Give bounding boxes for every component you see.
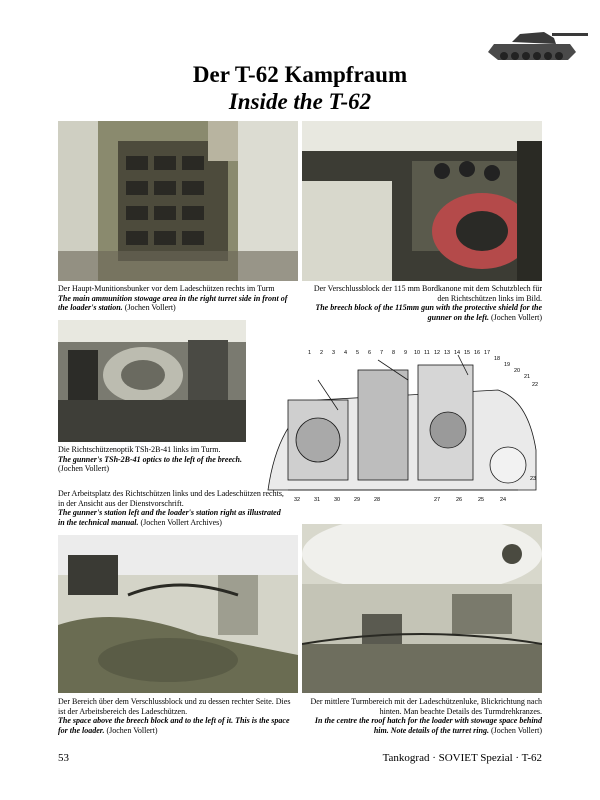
callout-label: 14 bbox=[454, 350, 461, 356]
callout-label: 22 bbox=[532, 382, 539, 388]
callout-label: 19 bbox=[504, 362, 511, 368]
caption-turret-centre bbox=[302, 697, 542, 735]
photo-credit: (Jochen Vollert) bbox=[106, 725, 158, 735]
callout-label: 27 bbox=[434, 497, 441, 503]
caption-text-german: Der Verschlussblock der 115 mm Bordkanone mit dem Schutzblech für den Richtschützen links im Bild. bbox=[313, 284, 542, 303]
caption-text-english: The gunner's station left and the loader's station right as illustrated in the technical manual. bbox=[58, 508, 281, 527]
callout-label: 11 bbox=[424, 350, 430, 356]
callout-label: 8 bbox=[392, 350, 396, 356]
photo-credit: (Jochen Vollert) bbox=[490, 725, 542, 735]
callout-label: 10 bbox=[414, 350, 421, 356]
callout-label: 18 bbox=[494, 356, 501, 362]
caption-loader-area bbox=[58, 697, 298, 735]
callout-label: 6 bbox=[368, 350, 372, 356]
photo-credit: (Jochen Vollert Archives) bbox=[140, 517, 222, 527]
callout-label: 16 bbox=[474, 350, 481, 356]
caption-breech-block bbox=[302, 284, 542, 322]
caption-gunner-optics bbox=[58, 445, 258, 474]
callout-label: 12 bbox=[434, 350, 441, 356]
photo-gunner-optics bbox=[58, 320, 246, 442]
caption-text-german: Der mittlere Turmbereich mit der Ladeschützenluke, Blickrichtung nach hinten. Man beachte Details des Turmdrehkranzes. bbox=[310, 697, 542, 716]
callout-label: 26 bbox=[456, 497, 463, 503]
page-number: 53 bbox=[58, 752, 69, 764]
callout-label: 23 bbox=[530, 476, 537, 482]
callout-label: 29 bbox=[354, 497, 361, 503]
photo-credit: (Jochen Vollert) bbox=[490, 312, 542, 322]
callout-label: 2 bbox=[320, 350, 324, 356]
callout-label: 32 bbox=[294, 497, 301, 503]
caption-ammunition-stowage bbox=[58, 284, 298, 313]
callout-label: 15 bbox=[464, 350, 471, 356]
photo-loader-area bbox=[58, 535, 298, 693]
caption-text-english: The breech block of the 115mm gun with the protective shield for the gunner on the left. bbox=[315, 303, 542, 322]
caption-text-english: The gunner's TSh-2B-41 optics to the left of the breech. bbox=[58, 454, 242, 464]
page-title-german: Der T-62 Kampfraum bbox=[192, 62, 408, 87]
photo-credit: (Jochen Vollert) bbox=[124, 303, 176, 313]
callout-label: 31 bbox=[314, 497, 321, 503]
callout-label: 5 bbox=[356, 350, 360, 356]
callout-label: 1 bbox=[308, 350, 312, 356]
caption-text-english: The space above the breech block and to the left of it. This is the space for the loader. bbox=[58, 716, 290, 735]
callout-label: 25 bbox=[478, 497, 485, 503]
photo-ammunition-stowage bbox=[58, 121, 298, 281]
caption-text-german: Der Bereich über dem Verschlussblock und zu dessen rechter Seite. Dies ist der Arbeitsbereich des Ladeschützen. bbox=[58, 697, 291, 716]
photo-breech-block bbox=[302, 121, 542, 281]
callout-label: 3 bbox=[332, 350, 336, 356]
callout-label: 17 bbox=[484, 350, 491, 356]
photo-credit: (Jochen Vollert) bbox=[58, 464, 110, 474]
callout-label: 9 bbox=[404, 350, 408, 356]
page-title-english: Inside the T-62 bbox=[228, 89, 372, 114]
callout-label: 20 bbox=[514, 368, 521, 374]
callout-label: 30 bbox=[334, 497, 341, 503]
callout-label: 13 bbox=[444, 350, 451, 356]
callout-label: 28 bbox=[374, 497, 381, 503]
caption-text-english: The main ammunition stowage area in the right turret side in front of the loader's station. bbox=[58, 293, 288, 313]
callout-label: 4 bbox=[344, 350, 348, 356]
publication-footer: Tankograd · SOVIET Spezial · T-62 bbox=[382, 752, 542, 764]
callout-label: 24 bbox=[500, 497, 507, 503]
caption-technical-diagram bbox=[58, 489, 288, 527]
caption-text-german: Der Haupt-Munitionsbunker vor dem Ladeschützen rechts im Turm bbox=[58, 284, 275, 293]
caption-text-english: In the centre the roof hatch for the loader with stowage space behind him. Note details of the turret ring. bbox=[314, 716, 542, 735]
photo-turret-centre bbox=[302, 524, 542, 693]
callout-label: 21 bbox=[524, 374, 531, 380]
callout-label: 7 bbox=[380, 350, 384, 356]
caption-text-german: Die Richtschützenoptik TSh-2B-41 links im Turm. bbox=[58, 445, 221, 454]
technical-diagram-crew-stations bbox=[258, 340, 544, 504]
caption-text-german: Der Arbeitsplatz des Richtschützen links und des Ladeschützen rechts, in der Ansicht aus der Dienstvorschrift. bbox=[58, 489, 284, 508]
